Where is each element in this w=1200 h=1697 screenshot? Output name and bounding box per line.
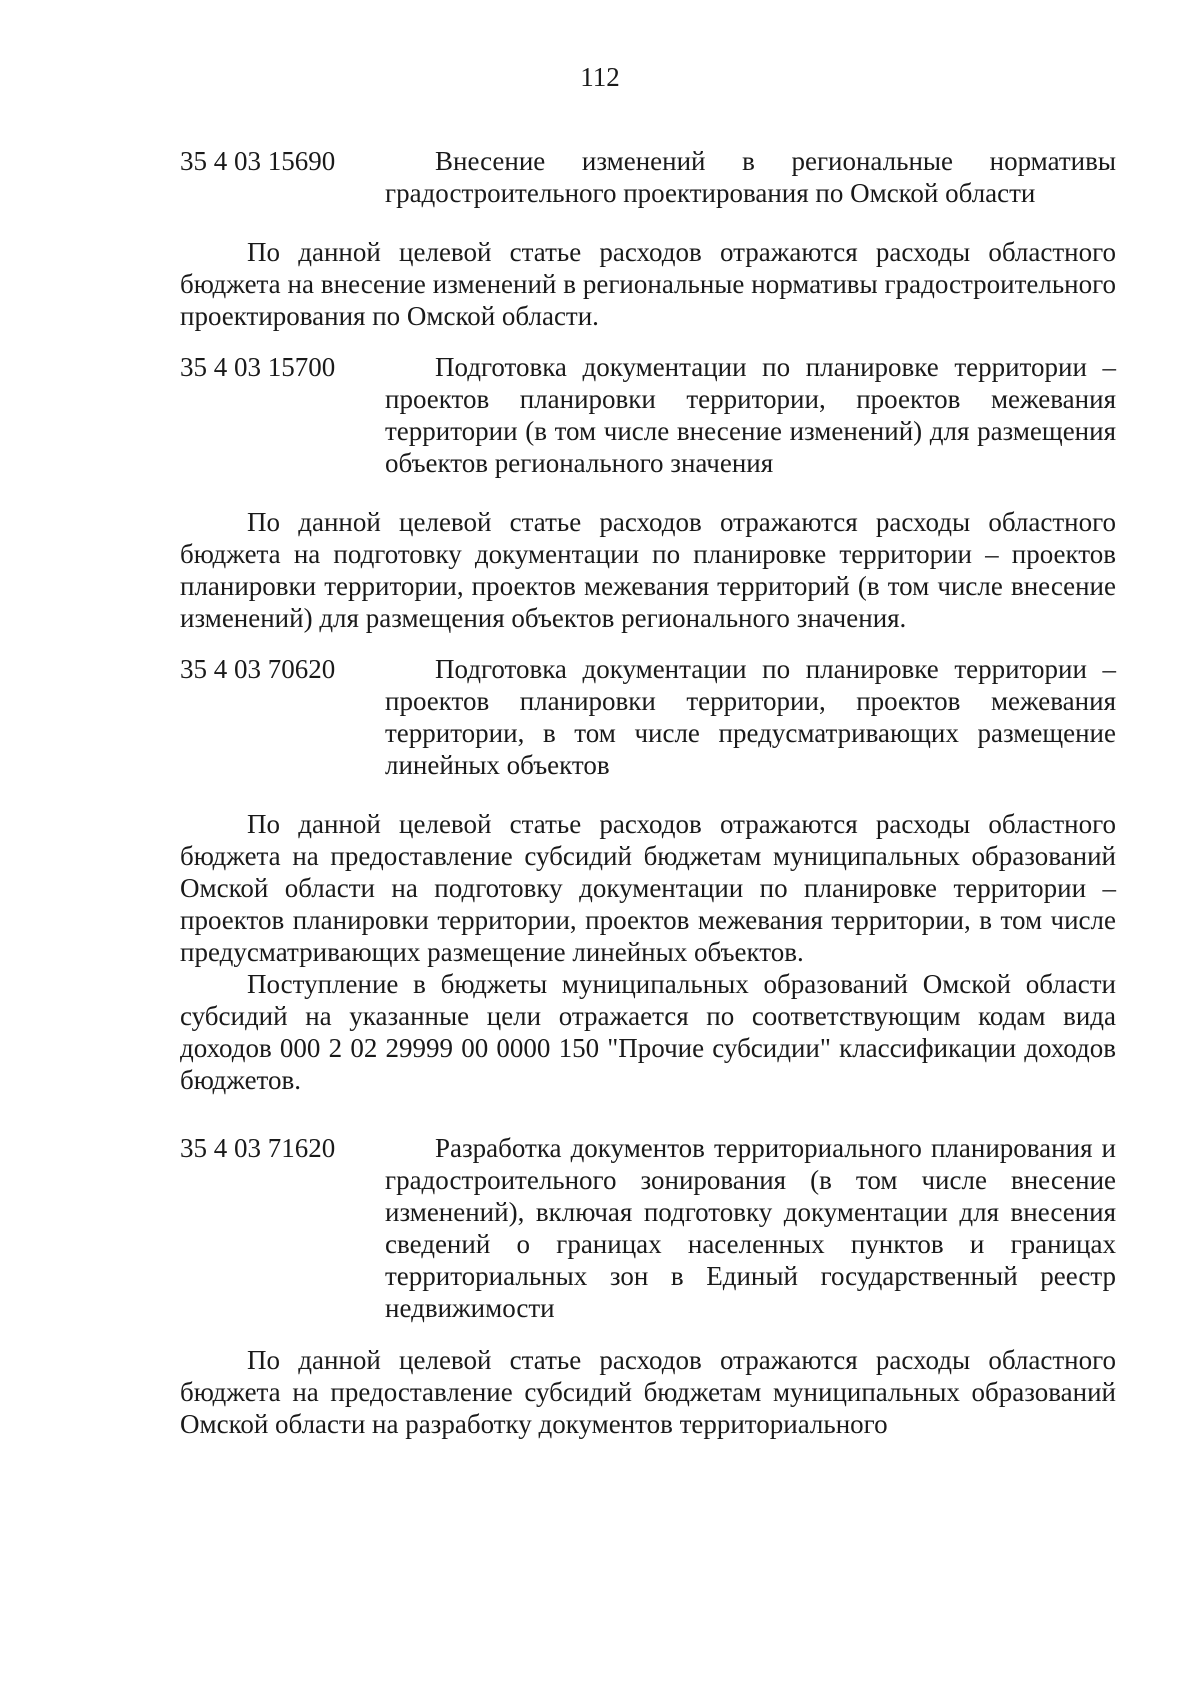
section-description [180, 1344, 1116, 1440]
section-heading [180, 351, 1116, 479]
section-heading [180, 145, 1116, 209]
section-entry [180, 1132, 1116, 1324]
section-heading [180, 653, 1116, 781]
section-code: 35 4 03 15700 [180, 352, 336, 382]
paragraph: По данной целевой статье расходов отражаются расходы областного бюджета на предоставление субсидий бюджетам муниципальных образований Омской области на разработку документов территориального [180, 1345, 1116, 1439]
section-title: Подготовка документации по планировке территории – проектов планировки территории, проектов межевания территории, в том числе предусматривающих размещение линейных объектов [385, 654, 1116, 780]
section-description [180, 808, 1116, 1096]
paragraph: Поступление в бюджеты муниципальных образований Омской области субсидий на указанные цели отражается по соответствующим кодам вида доходов 000 2 02 29999 00 0000 150 "Прочие субсидии" классификации доходов бюджетов. [180, 969, 1116, 1095]
section-entry [180, 653, 1116, 781]
section-entry [180, 145, 1116, 209]
section-description [180, 236, 1116, 332]
section-title: Подготовка документации по планировке территории – проектов планировки территории, проектов межевания территории (в том числе внесение изменений) для размещения объектов регионального значения [385, 352, 1116, 478]
section-title: Разработка документов территориального планирования и градостроительного зонирования (в том числе внесение изменений), включая подготовку документации для внесения сведений о границах населенных пунктов и границах территориальных зон в Единый государственный реестр недвижимости [385, 1133, 1116, 1323]
section-description [180, 506, 1116, 634]
page-number: 112 [580, 62, 620, 92]
section-code: 35 4 03 71620 [180, 1133, 336, 1163]
paragraph: По данной целевой статье расходов отражаются расходы областного бюджета на внесение изменений в региональные нормативы градостроительного проектирования по Омской области. [180, 237, 1116, 331]
section-entry [180, 351, 1116, 479]
section-heading [180, 1132, 1116, 1324]
section-code: 35 4 03 70620 [180, 654, 336, 684]
paragraph: По данной целевой статье расходов отражаются расходы областного бюджета на предоставление субсидий бюджетам муниципальных образований Омской области на подготовку документации по планировке территории – проектов планировки территории, проектов межевания территории, в том числе предусматривающих размещение линейных объектов. [180, 809, 1116, 967]
section-code: 35 4 03 15690 [180, 146, 336, 176]
paragraph: По данной целевой статье расходов отражаются расходы областного бюджета на подготовку документации по планировке территории – проектов планировки территории, проектов межевания территорий (в том числе внесение изменений) для размещения объектов регионального значения. [180, 507, 1116, 633]
section-title: Внесение изменений в региональные нормативы градостроительного проектирования по Омской области [385, 146, 1116, 208]
